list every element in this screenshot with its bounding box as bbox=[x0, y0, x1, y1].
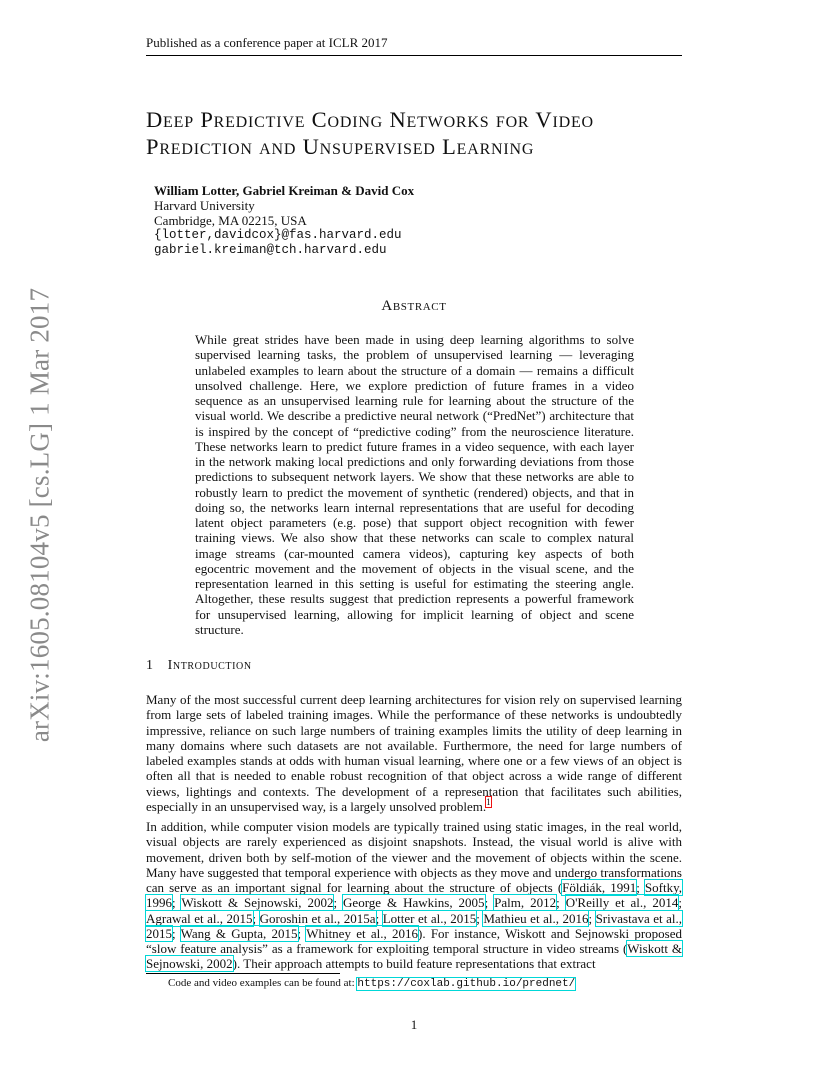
author-address: Cambridge, MA 02215, USA bbox=[154, 213, 307, 228]
author-names: William Lotter, Gabriel Kreiman & David Cox bbox=[154, 183, 415, 198]
citation-link[interactable]: Wang & Gupta, 2015 bbox=[180, 925, 298, 941]
author-email-1: {lotter,davidcox}@fas.harvard.edu bbox=[154, 228, 402, 242]
citation-link[interactable]: Palm, 2012 bbox=[494, 895, 557, 911]
footnote bbox=[168, 977, 575, 991]
arxiv-identifier: arXiv:1605.08104v5 [cs.LG] 1 Mar 2017 bbox=[24, 287, 55, 743]
citation-link[interactable]: Whitney et al., 2016 bbox=[306, 925, 418, 941]
author-email-2: gabriel.kreiman@tch.harvard.edu bbox=[154, 243, 387, 257]
citation-link[interactable]: Lotter et al., 2015 bbox=[382, 910, 477, 926]
paragraph-text: ). For instance, Wiskott and Sejnowski proposed “slow feature analysis” as a framework for exploiting temporal structure in video streams ( bbox=[146, 925, 682, 956]
footnote-divider bbox=[146, 973, 340, 974]
footnote-text: Code and video examples can be found at: bbox=[168, 977, 358, 989]
section-number: 1 bbox=[146, 658, 154, 673]
paragraph-text: ). Their approach attempts to build feature representations that extract bbox=[232, 956, 596, 972]
citation-link[interactable]: Softky, 1996 bbox=[146, 880, 682, 911]
citation-link[interactable]: Mathieu et al., 2016 bbox=[483, 910, 589, 926]
paragraph-text: In addition, while computer vision models are typically trained using static images, in the real world, visual objects are rarely experienced as disjoint snapshots. Instead, the visual world is alive with movement, driven both by self-motion of the viewer and the movement of objects within the scene. Many have suggested that temporal experience with objects as they move and undergo transformations can serve as an important signal for learning about the structure of objects ( bbox=[146, 819, 682, 895]
abstract-text: While great strides have been made in using deep learning algorithms to solve supervised learning tasks, the problem of unsupervised learning — leveraging unlabeled examples to learn about the structure of a domain — remains a difficult unsolved challenge. Here, we explore prediction of future frames in a video sequence as an unsupervised learning rule for learning about the structure of the visual world. We describe a predictive neural network (“PredNet”) architecture that is inspired by the concept of “predictive coding” from the neuroscience literature. These networks learn to predict future frames in a video sequence, with each layer in the network making local predictions and only forwarding deviations from those predictions to subsequent network layers. We show that these networks are able to robustly learn to predict the movement of synthetic (rendered) objects, and that in doing so, the networks learn internal representations that are useful for decoding latent object parameters (e.g. pose) that support object recognition with fewer training views. We also show that these networks can scale to complex natural image streams (car-mounted camera videos), capturing key aspects of both egocentric movement and the movement of objects in the visual scene, and the representation learned in this setting is useful for estimating the steering angle. Altogether, these results suggest that prediction represents a powerful framework for unsupervised learning, allowing for implicit learning of object and scene structure. bbox=[195, 332, 634, 637]
footnote-url-link[interactable]: https://coxlab.github.io/prednet/ bbox=[357, 978, 576, 990]
running-header: Published as a conference paper at ICLR 2017 bbox=[146, 35, 682, 56]
citation-list: Földiák, 1991; Softky, 1996; Wiskott & Sejnowski, 2002; George & Hawkins, 2005; Palm, 2012; O'Reilly et al., 2014; Agrawal et al., 2015; Goroshin et al., 2015a; Lotter et al., 2015; Mathieu et al., 2016; Srivastava et al., 2015; Wang & Gupta, 2015; Whitney et al., 2016 bbox=[146, 880, 683, 941]
citation-link[interactable]: Wiskott & Sejnowski, 2002 bbox=[181, 895, 334, 911]
citation-link[interactable]: Goroshin et al., 2015a bbox=[259, 910, 376, 926]
paragraph-text: Many of the most successful current deep learning architectures for vision rely on supervised learning from large sets of labeled training images. While the performance of these networks is undoubtedly impressive, reliance on such large numbers of training examples limits the utility of deep learning in many domains where such datasets are not available. Furthermore, the need for large numbers of labeled examples stands at odds with human visual learning, where one or a few views of an object is often all that is needed to enable robust recognition of that object across a wide range of different views, lightings and contexts. The development of a representation that facilitates such abilities, especially in an unsupervised way, is a largely unsolved problem. bbox=[146, 692, 682, 814]
citation-link[interactable]: Agrawal et al., 2015 bbox=[146, 910, 253, 926]
section-title: Introduction bbox=[167, 658, 252, 673]
intro-paragraph-1 bbox=[146, 692, 682, 814]
title-line-1: Deep Predictive Coding Networks for Video bbox=[146, 107, 594, 132]
section-heading-introduction bbox=[146, 658, 252, 674]
title-line-2: Prediction and Unsupervised Learning bbox=[146, 134, 535, 159]
author-block bbox=[154, 183, 414, 258]
paper-title bbox=[146, 106, 706, 160]
citation-link[interactable]: Srivastava et al., 2015 bbox=[146, 910, 682, 941]
author-affiliation: Harvard University bbox=[154, 198, 255, 213]
citation-link[interactable]: Wiskott & Sejnowski, 2002 bbox=[146, 941, 682, 972]
footnote-marker-link[interactable]: 1 bbox=[486, 797, 491, 808]
citation-link[interactable]: George & Hawkins, 2005 bbox=[343, 895, 485, 911]
abstract-heading: Abstract bbox=[381, 298, 447, 314]
intro-paragraph-2 bbox=[146, 819, 682, 972]
citation-link[interactable]: O'Reilly et al., 2014 bbox=[565, 895, 679, 911]
citation-link[interactable]: Földiák, 1991 bbox=[562, 880, 637, 895]
page-number: 1 bbox=[410, 1017, 418, 1032]
